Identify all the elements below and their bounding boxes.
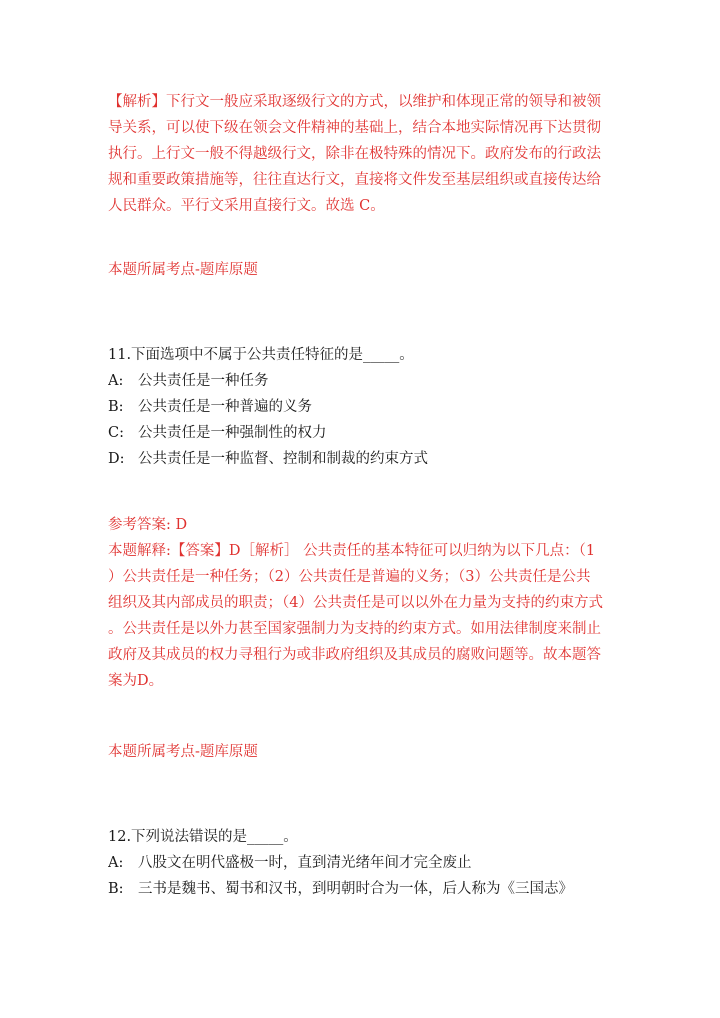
option-key: D: xyxy=(108,451,125,467)
option-text: 公共责任是一种强制性的权力 xyxy=(138,425,327,441)
answer-text: 参考答案: D xyxy=(108,517,188,533)
option-key: A: xyxy=(108,855,124,871)
option-a xyxy=(108,368,608,394)
analysis-line: 执行。上行文一般不得越级行文，除非在极特殊的情况下。政府发布的行政法 xyxy=(108,146,601,162)
explanation-line: 组织及其内部成员的职责；（4）公共责任是可以以外在力量为支持的约束方式 xyxy=(108,595,603,611)
analysis-line: 规和重要政策措施等，往往直达行文，直接将文件发至基层组织或直接传达给 xyxy=(108,172,601,188)
option-key: A: xyxy=(108,373,124,389)
explanation-line: 案为D。 xyxy=(108,673,164,689)
option-key: B: xyxy=(108,881,124,897)
option-text: 公共责任是一种任务 xyxy=(138,373,269,389)
option-d xyxy=(108,446,608,472)
question-stem: 11.下面选项中不属于公共责任特征的是_____。 xyxy=(108,347,414,363)
option-text: 公共责任是一种普遍的义务 xyxy=(138,399,312,415)
analysis-line: 人民群众。平行文采用直接行文。故选 C。 xyxy=(108,198,385,214)
question-12 xyxy=(108,824,608,902)
option-text: 公共责任是一种监督、控制和制裁的约束方式 xyxy=(138,451,428,467)
analysis-line: 导关系，可以使下级在领会文件精神的基础上，结合本地实际情况再下达贯彻 xyxy=(108,120,601,136)
source-note-text: 本题所属考点-题库原题 xyxy=(108,744,258,760)
option-key: B: xyxy=(108,399,124,415)
question-stem: 12.下列说法错误的是_____。 xyxy=(108,829,298,845)
question-11 xyxy=(108,342,608,472)
option-c xyxy=(108,420,608,446)
source-note xyxy=(108,739,608,765)
analysis-q10 xyxy=(108,89,608,219)
explanation-line: 本题解释:【答案】D［解析］ 公共责任的基本特征可以归纳为以下几点：（1 xyxy=(108,543,596,559)
option-text: 八股文在明代盛极一时，直到清光绪年间才完全废止 xyxy=(138,855,472,871)
source-note xyxy=(108,257,608,283)
explanation-line: 。公共责任是以外力甚至国家强制力为支持的约束方式。如用法律制度来制止 xyxy=(108,621,601,637)
source-note-text: 本题所属考点-题库原题 xyxy=(108,262,258,278)
option-b xyxy=(108,876,608,902)
analysis-line: 【解析】下行文一般应采取逐级行文的方式，以维护和体现正常的领导和被领 xyxy=(108,94,601,110)
explanation-line: 政府及其成员的权力寻租行为或非政府组织及其成员的腐败问题等。故本题答 xyxy=(108,647,601,663)
option-a xyxy=(108,850,608,876)
option-b xyxy=(108,394,608,420)
explanation-line: ）公共责任是一种任务；（2）公共责任是普遍的义务；（3）公共责任是公共 xyxy=(108,569,591,585)
option-text: 三书是魏书、蜀书和汉书，到明朝时合为一体，后人称为《三国志》 xyxy=(138,881,573,897)
option-key: C: xyxy=(108,425,124,441)
answer-q11 xyxy=(108,512,608,694)
